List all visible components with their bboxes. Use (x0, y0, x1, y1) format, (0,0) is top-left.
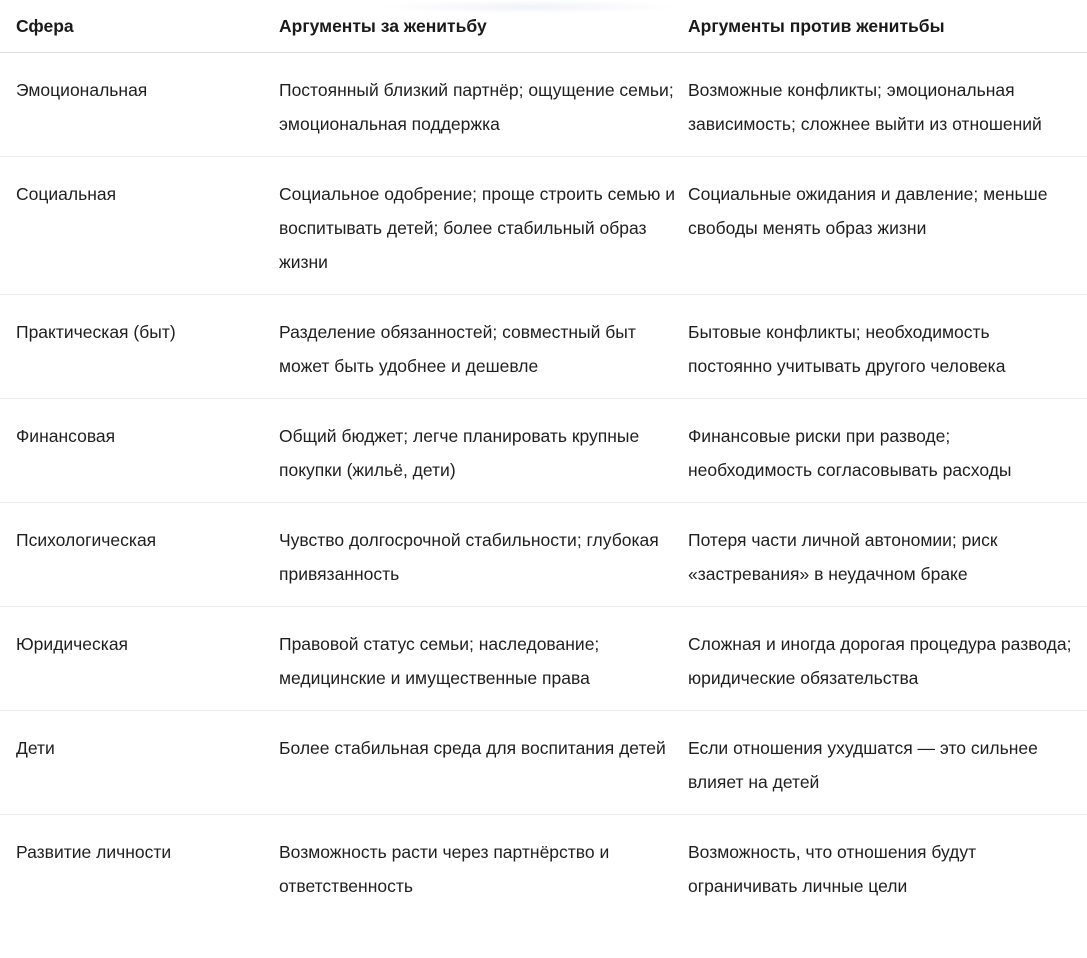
cell-sphere: Дети (0, 711, 279, 815)
cell-pro: Более стабильная среда для воспитания детей (279, 711, 688, 815)
cell-pro: Постоянный близкий партнёр; ощущение семьи; эмоциональная поддержка (279, 53, 688, 157)
cell-sphere: Финансовая (0, 399, 279, 503)
table-row (0, 53, 1087, 157)
table-header (0, 0, 1087, 53)
cell-con: Потеря части личной автономии; риск «застревания» в неудачном браке (688, 503, 1087, 607)
cell-sphere: Юридическая (0, 607, 279, 711)
header-sphere: Сфера (0, 0, 279, 53)
cell-pro: Социальное одобрение; проще строить семью и воспитывать детей; более стабильный образ жизни (279, 157, 688, 295)
cell-con: Возможность, что отношения будут ограничивать личные цели (688, 842, 977, 896)
cell-pro: Возможность расти через партнёрство и ответственность (279, 842, 610, 896)
table-row (0, 815, 1087, 919)
table-row (0, 607, 1087, 711)
cell-con: Возможные конфликты; эмоциональная зависимость; сложнее выйти из отношений (688, 53, 1087, 157)
header-con: Аргументы против женитьбы (688, 0, 1087, 53)
table-row (0, 503, 1087, 607)
cell-sphere: Развитие личности (16, 842, 172, 862)
cell-con: Сложная и иногда дорогая процедура развода; юридические обязательства (688, 607, 1087, 711)
cell-sphere: Эмоциональная (0, 53, 279, 157)
cell-pro: Разделение обязанностей; совместный быт может быть удобнее и дешевле (279, 295, 688, 399)
cell-con: Бытовые конфликты; необходимость постоянно учитывать другого человека (688, 295, 1087, 399)
table-row (0, 399, 1087, 503)
cell-con: Социальные ожидания и давление; меньше свободы менять образ жизни (688, 157, 1087, 295)
header-pro: Аргументы за женитьбу (279, 0, 688, 53)
cell-sphere: Социальная (0, 157, 279, 295)
header-row (0, 0, 1087, 53)
table-row (0, 711, 1087, 815)
cell-pro: Правовой статус семьи; наследование; медицинские и имущественные права (279, 607, 688, 711)
cell-sphere: Практическая (быт) (0, 295, 279, 399)
cell-pro: Чувство долгосрочной стабильности; глубокая привязанность (279, 503, 688, 607)
table-row (0, 157, 1087, 295)
cell-pro: Общий бюджет; легче планировать крупные покупки (жильё, дети) (279, 399, 688, 503)
cell-con: Финансовые риски при разводе; необходимость согласовывать расходы (688, 399, 1087, 503)
table-row (0, 295, 1087, 399)
cell-sphere: Психологическая (0, 503, 279, 607)
cell-con: Если отношения ухудшатся — это сильнее влияет на детей (688, 711, 1087, 815)
table-body (0, 53, 1087, 919)
